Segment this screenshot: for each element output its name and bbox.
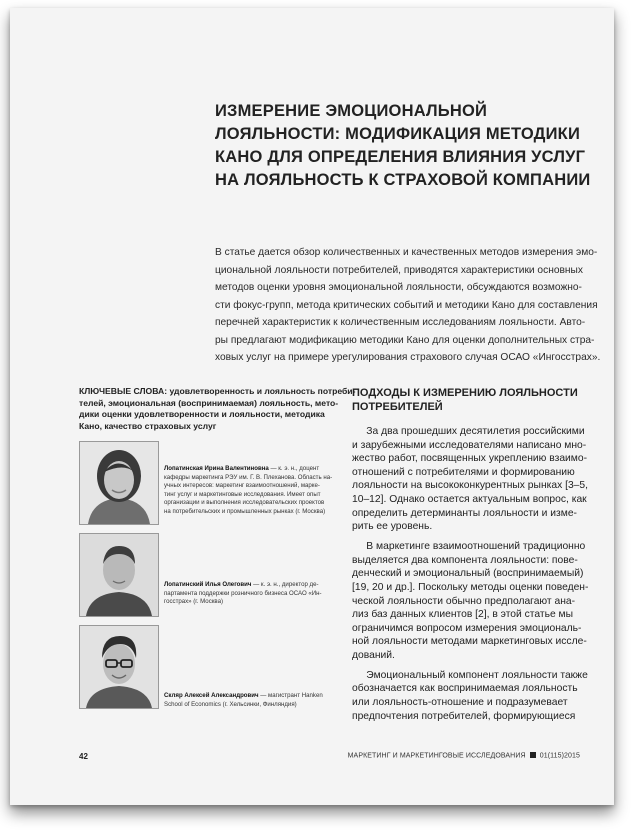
author-bio-line: госстрах» (г. Москва)	[164, 598, 223, 606]
body-line: и зарубежными исследователями написано мно-	[352, 439, 587, 451]
author-bio-text: — к. э. н., доцент	[268, 465, 320, 472]
body-line: В маркетинге взаимоотношений традиционно	[352, 541, 586, 553]
body-line: лиз баз данных клиентов [2], в этой статье мы	[352, 609, 574, 621]
author-name: Лопатинская Ирина Валентиновна	[164, 465, 269, 472]
author-card	[79, 625, 341, 707]
author-bio-text: — магистрант Hanken	[258, 692, 323, 699]
body-line: выделяется два компонента лояльности: пове-	[352, 554, 578, 566]
journal-footer	[348, 752, 580, 760]
abstract-line: методов оценки уровня эмоциональной лояльности, обсуждаются возможно-	[215, 282, 582, 293]
author-photo	[79, 533, 159, 617]
author-bio-line	[164, 692, 342, 701]
author-bio-line: School of Economics (г. Хельсинки, Финляндия)	[164, 700, 297, 708]
body-paragraph	[352, 425, 597, 534]
square-bullet-icon	[530, 752, 536, 758]
abstract-line: ховых услуг на примере урегулирования страхового случая ОСАО «Ингосстрах».	[215, 352, 601, 363]
body-line: жество работ, посвященных укреплению взаимо-	[352, 453, 588, 465]
author-photo	[79, 625, 159, 709]
article-body	[352, 425, 597, 730]
keywords-line: КЛЮЧЕВЫЕ СЛОВА: удовлетворенность и лояльность потреби-	[79, 386, 356, 396]
body-line: лояльности на высококонкурентных рынках [3–5,	[352, 480, 588, 492]
page-number: 42	[79, 752, 88, 761]
body-line: предпочтения потребителей, формирующиеся	[352, 710, 576, 722]
author-bio-line: тинг услуг и маркетинговые исследования. Имеет опыт	[164, 490, 321, 498]
abstract-line: сти фокус-групп, метода критических событий и методики Кано для составления	[215, 299, 598, 311]
journal-issue: 01(115)2015	[539, 752, 580, 760]
body-line: [19, 20 и др.]. Поскольку методы оценки поведен-	[352, 581, 589, 593]
author-bio-line: кафедры маркетинга РЭУ им. Г. В. Плеханова. Область на-	[164, 473, 333, 481]
body-line: или лояльность-отношение и подразумевает	[352, 697, 568, 709]
author-bio-line: учных интересов: маркетинг взаимоотношений, марке-	[164, 482, 320, 490]
title-line: КАНО ДЛЯ ОПРЕДЕЛЕНИЯ ВЛИЯНИЯ УСЛУГ	[215, 148, 586, 166]
body-line: Эмоциональный компонент лояльности также	[352, 669, 588, 681]
author-photo	[79, 441, 159, 525]
body-line: определить детерминанты лояльности и изме-	[352, 507, 577, 519]
title-line: ИЗМЕРЕНИЕ ЭМОЦИОНАЛЬНОЙ	[215, 102, 488, 120]
body-paragraph	[352, 669, 597, 723]
section-title-line: ПОТРЕБИТЕЛЕЙ	[352, 401, 443, 413]
author-name: Лопатинский Илья Олегович	[164, 581, 252, 588]
body-line: обозначается как воспринимаемая лояльность	[352, 683, 578, 695]
author-bio-line	[164, 581, 342, 590]
abstract-line: перечней характеристик к количественным исследованиям лояльности. Авто-	[215, 317, 586, 328]
article-abstract	[215, 244, 601, 367]
article-title	[215, 100, 595, 192]
body-line: ограничимся вопросом измерения эмоциональ-	[352, 622, 582, 634]
body-line: рить ее уровень.	[352, 521, 433, 533]
abstract-line: В статье дается обзор количественных и качественных методов измерения эмо-	[215, 247, 598, 258]
author-bio	[164, 465, 342, 517]
body-line: отношений с потребителями и формированию	[352, 466, 575, 478]
body-paragraph	[352, 540, 597, 662]
author-bio-line: организации и выполнения исследовательских проектов	[164, 499, 325, 507]
author-bio-line: партамента поддержки розничного бизнеса ОСАО «Ин-	[164, 589, 322, 597]
title-line: НА ЛОЯЛЬНОСТЬ К СТРАХОВОЙ КОМПАНИИ	[215, 171, 591, 189]
author-card	[79, 441, 341, 523]
keywords-line: Кано, качество страховых услуг	[79, 420, 217, 431]
author-name: Скляр Алексей Александрович	[164, 692, 259, 699]
title-line: ЛОЯЛЬНОСТИ: МОДИФИКАЦИЯ МЕТОДИКИ	[215, 125, 581, 143]
author-bio-line	[164, 465, 342, 474]
keywords-line: телей, эмоциональная (воспринимаемая) лояльность, мето-	[79, 397, 339, 408]
section-title-line: ПОДХОДЫ К ИЗМЕРЕНИЮ ЛОЯЛЬНОСТИ	[352, 387, 578, 399]
section-heading	[352, 386, 592, 414]
keywords-line: дики оценки удовлетворенности и лояльности, методика	[79, 409, 325, 420]
body-line: денческий и эмоциональный (воспринимаемый)	[352, 568, 584, 580]
author-bio-line: на потребительских и промышленных рынках (г. Москва)	[164, 507, 326, 515]
body-line: ной лояльности методами маркетинговых иссле-	[352, 636, 587, 648]
journal-page	[10, 8, 614, 805]
keywords-block	[79, 386, 356, 432]
abstract-line: циональной лояльности потребителей, приводятся характеристики основных	[215, 264, 583, 276]
author-bio	[164, 692, 342, 709]
body-line: 10–12]. Однако остается актуальным вопрос, как	[352, 493, 587, 505]
abstract-line: ры предлагают модификацию методики Кано для оценки дополнительных стра-	[215, 334, 595, 346]
author-card	[79, 533, 341, 615]
body-line: дований.	[352, 649, 395, 661]
author-bio-text: — к. э. н., директор де-	[251, 581, 319, 588]
body-line: За два прошедших десятилетия российскими	[352, 426, 585, 437]
journal-name: МАРКЕТИНГ И МАРКЕТИНГОВЫЕ ИССЛЕДОВАНИЯ	[347, 752, 526, 760]
author-bio	[164, 581, 342, 607]
body-line: ческой лояльности обычно предполагают ана-	[352, 595, 576, 607]
